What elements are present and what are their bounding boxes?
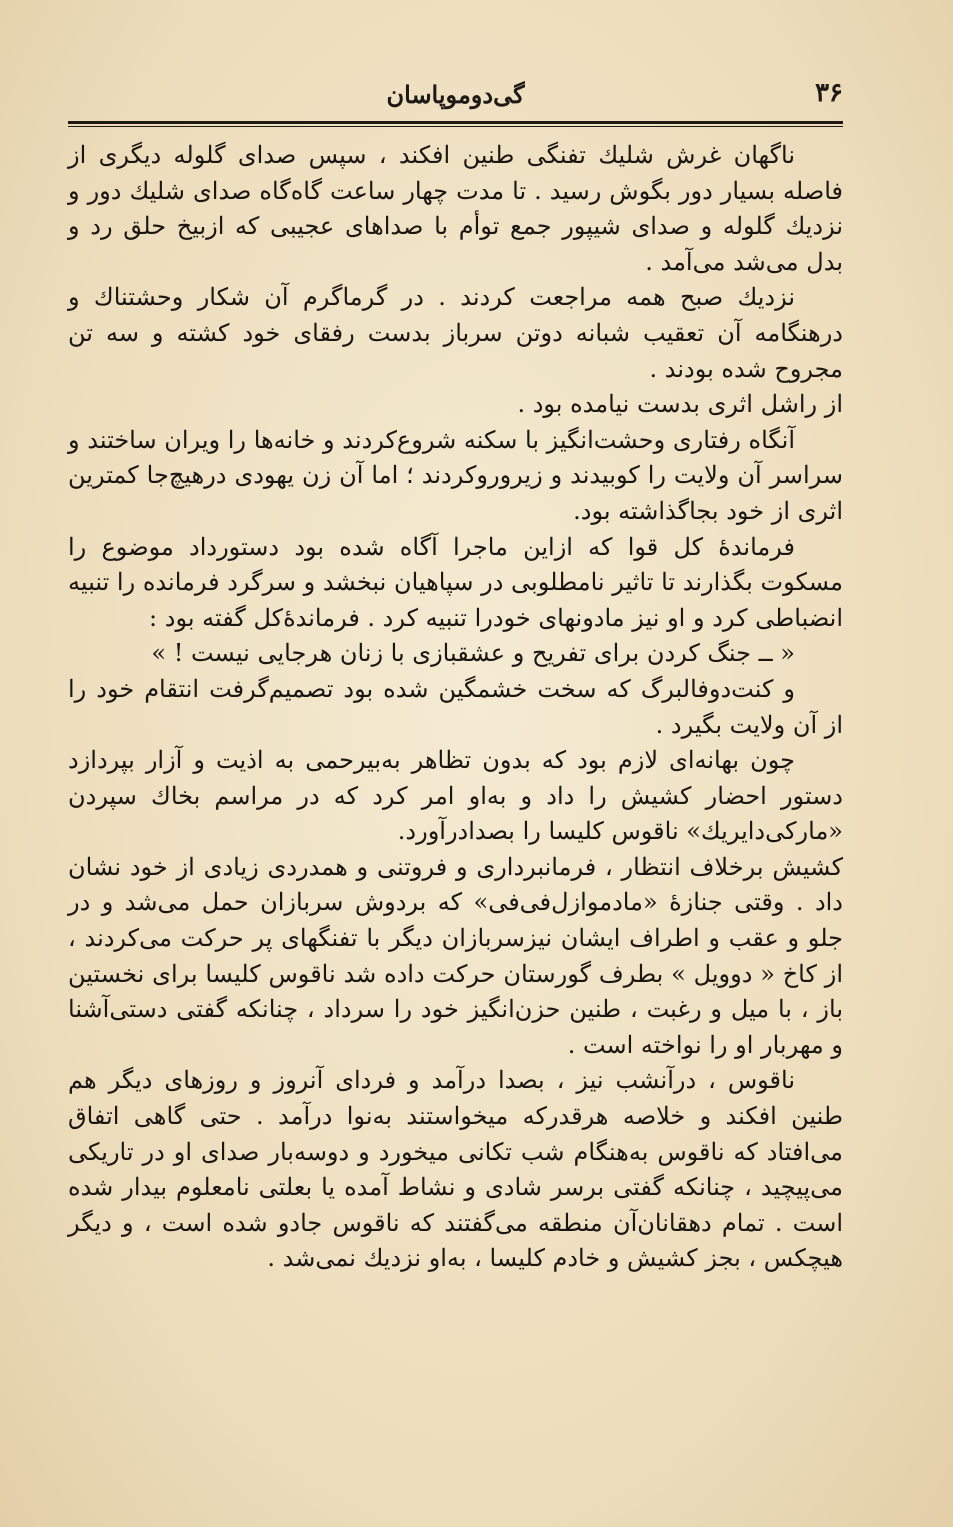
running-title: گی‌دوموپاسان (386, 80, 525, 109)
page-number: ۳۶ (815, 78, 843, 108)
paragraph: و کنت‌دوفالبرگ که سخت خشمگین شده بود تصمیم‌گرفت انتقام خود را از آن ولایت بگیرد . (68, 674, 843, 739)
paragraph: از راشل اثری بدست نیامده بود . (517, 390, 843, 419)
paragraph: آنگاه رفتاری وحشت‌انگیز با سکنه شروع‌کردند و خانه‌ها را ویران ساختند و سراسر آن ولایت را کوبیدند و زیرورو‌کردند ؛ اما آن زن یهودی درهیچ‌جا کمترین اثری از خود بجاگذاشته بود. (68, 425, 843, 525)
header-rule (68, 121, 843, 127)
paragraph: کشیش برخلاف انتظار ، فرمانبرداری و فروتنی و همدردی زیادی از خود نشان داد . وقتی جنازهٔ «مادموازل‌فی‌فی» که بردوش سربازان حمل می‌شد و در جلو و عقب و اطراف ایشان نیزسربازان دیگر با تفنگهای پر حرکت می‌کردند ، از کاخ « دوویل » بطرف گورستان حرکت داده شد ناقوس کلیسا برای نخستین باز ، با میل و رغبت ، طنین حزن‌انگیز خود را سرداد ، چنانکه گفتی دستی‌آشنا و مهربار او را نواخته است . (68, 852, 843, 1059)
body-text (68, 138, 843, 1277)
paragraph: ناگهان غرش شلیك تفنگی طنین افکند ، سپس صدای گلوله دیگری از فاصله بسیار دور بگوش رسید . تا مدت چهار ساعت گاه‌گاه صدای شلیك دور و نزدیك گلوله و صدای شیپور جمع توأم با صداهای عجیبی که ازبیخ حلق رد و بدل می‌شد می‌آمد . (68, 141, 843, 276)
quote-paragraph: « ــ جنگ کردن برای تفریح و عشقبازی با زنان هرجایی نیست ! » (151, 639, 795, 668)
paragraph: چون بهانه‌ای لازم بود که بدون تظاهر به‌بیرحمی به اذیت و آزار بپردازد دستور احضار کشیش را داد و به‌او امر کرد که در مراسم بخاك سپردن «مارکی‌دایریك» ناقوس کلیسا را بصدادرآورد. (68, 746, 843, 846)
page-header (68, 78, 843, 118)
paragraph: ناقوس ، درآنشب نیز ، بصدا درآمد و فردای آنروز و روزهای دیگر هم طنین افکند و خلاصه هرقدرکه میخواستند به‌نوا درآمد . حتی گاهی اتفاق می‌افتاد که ناقوس به‌هنگام شب تکانی میخورد و دوسه‌بار صدای او در تاریکی می‌پیچید ، چنانکه گفتی برسر شادی و نشاط آمده یا بعلتی نامعلوم بیدار شده است . تمام دهقانان‌آن منطقه می‌گفتند که ناقوس جادو شده است ، و دیگر هیچکس ، بجز کشیش و خادم کلیسا ، به‌او نزدیك نمی‌شد . (68, 1066, 844, 1273)
paragraph: نزدیك صبح همه مراجعت کردند . در گرماگرم آن شکار وحشتناك و درهنگامه آن تعقیب شبانه دوتن سرباز بدست رفقای خود کشته و سه تن مجروح شده بودند . (68, 283, 843, 383)
paragraph: فرماندهٔ کل قوا که ازاین ماجرا آگاه شده بود دستورداد موضوع را مسکوت بگذارند تا تاثیر نامطلوبی در سپاهیان نبخشد و سرگرد فرمانده را تنبیه انضباطی کرد و او نیز مادونهای خودرا تنبیه کرد . فرماندهٔ‌کل گفته بود : (68, 532, 843, 632)
